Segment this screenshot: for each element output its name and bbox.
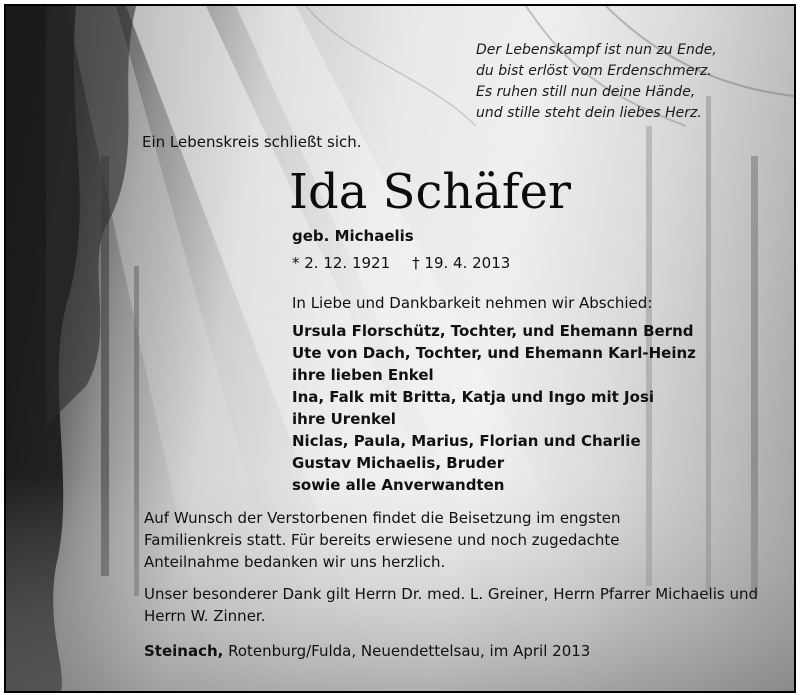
poem-line: Es ruhen still nun deine Hände, — [476, 84, 696, 100]
closing-rest: Rotenburg/Fulda, Neuendettelsau, im April 2013 — [223, 642, 591, 660]
mourner-line: Niclas, Paula, Marius, Florian und Charlie — [292, 432, 641, 450]
mourner-line: Gustav Michaelis, Bruder — [292, 454, 505, 472]
maiden-name: geb. Michaelis — [292, 227, 414, 245]
mourner-line: sowie alle Anverwandten — [292, 476, 505, 494]
obituary-frame — [4, 4, 796, 693]
birth-date: * 2. 12. 1921 — [292, 254, 391, 272]
mourner-line: Ursula Florschütz, Tochter, und Ehemann Bernd — [292, 322, 694, 340]
life-dates — [292, 254, 510, 272]
thanks-note: Unser besonderer Dank gilt Herrn Dr. med. L. Greiner, Herrn Pfarrer Michaelis und Herrn W. Zinner. — [144, 585, 758, 625]
farewell-line: In Liebe und Dankbarkeit nehmen wir Abschied: — [292, 294, 653, 312]
mourner-line: Ina, Falk mit Britta, Katja und Ingo mit Josi — [292, 388, 655, 406]
death-date: † 19. 4. 2013 — [412, 254, 511, 272]
intro-line: Ein Lebenskreis schließt sich. — [142, 133, 362, 151]
poem-line: du bist erlöst vom Erdenschmerz. — [476, 63, 712, 79]
funeral-note: Auf Wunsch der Verstorbenen findet die Beisetzung im engsten Familienkreis statt. Für bereits erwiesene und noch zugedachte Anteilnahme bedanken wir uns herzlich. — [144, 509, 621, 571]
mourner-line: ihre Urenkel — [292, 410, 396, 428]
poem-line: Der Lebenskampf ist nun zu Ende, — [476, 42, 717, 58]
closing-place: Steinach, — [144, 642, 224, 660]
poem — [476, 40, 786, 124]
poem-line: und stille steht dein liebes Herz. — [476, 105, 702, 121]
closing-line — [144, 642, 590, 660]
mourner-line: Ute von Dach, Tochter, und Ehemann Karl-Heinz — [292, 344, 696, 362]
deceased-name: Ida Schäfer — [289, 164, 571, 220]
mourner-line: ihre lieben Enkel — [292, 366, 434, 384]
mourners-list — [292, 320, 696, 496]
